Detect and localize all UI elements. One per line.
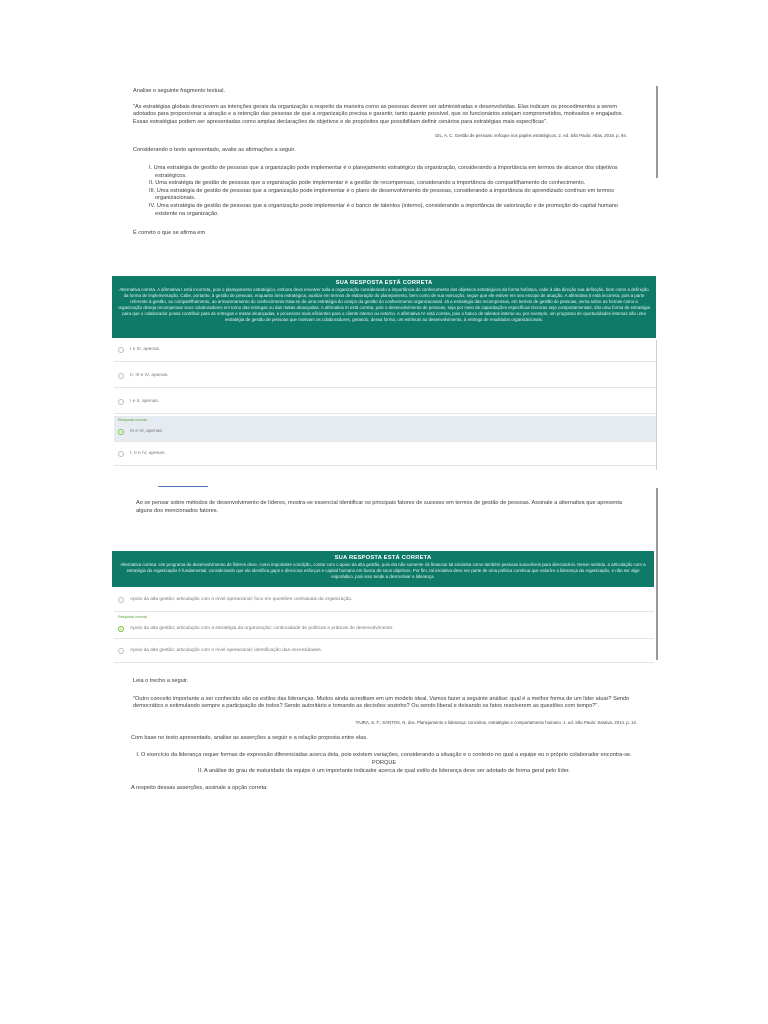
q3-content [131,678,637,793]
correct-answer-tag: Resposta correta [118,615,147,619]
q1-statement-2: II. Uma estratégia de gestão de pessoas que a organização pode implementar é a gestão de recompensas, considerando a importância do compartilhamento do conhecimento. [149,180,586,187]
scroll-divider [656,488,658,660]
q2-option-label: Apoio da alta gestão; articulação com o nível operacional; identificação das necessidades. [130,648,322,653]
q1-prompt: Considerando o texto apresentado, avalie as afirmações a seguir. [133,147,296,154]
q3-connector: PORQUE [371,759,397,766]
q2-feedback-text: Alternativa correta. Um programa de desenvolvimento de líderes deve, como importante condição, contar com o apoio da alta gestão, pois ela não somente irá financiar tal iniciativa como também pessoas suscetíveis para direcioná-la. Nesse sentido, a articulação com a estratégia da organização é fundamental, considerando que ela identifica gaps e direciona esforços e capital humano em busca de seus objetivos. Por fim, tal iniciativa deve ser parte de uma política contínua que valorize a liderança da organização, e não ser algo esporádico, pois isso tende a desmotivar a liderança. [120,562,646,580]
radio-selected-icon[interactable] [118,429,124,435]
q1-question: É correto o que se afirma em [133,230,206,237]
q3-question: A respeito dessas asserções, assinale a opção correta: [131,785,268,792]
q2-option-1[interactable] [114,588,654,612]
q1-feedback-title: SUA RESPOSTA ESTÁ CORRETA [335,280,433,286]
q1-option-4[interactable] [114,416,656,442]
q2-content [136,500,628,515]
q3-prompt: Com base no texto apresentado, analise as asserções a seguir e a relação proposta entre elas. [131,734,368,741]
q1-reference: GIL, A. C. Gestão de pessoas: enfoque nos papéis estratégicos. 2. ed. São Paulo: Atlas, 2016. p. 94. [434,133,627,139]
q1-option-1[interactable] [114,338,656,362]
radio-icon[interactable] [118,451,124,457]
radio-icon[interactable] [118,347,124,353]
radio-selected-icon[interactable] [118,626,124,632]
q1-feedback-banner [112,276,656,338]
q3-assertions [131,752,637,775]
q1-option-label: II, III e IV, apenas. [130,373,169,378]
q1-content [133,88,627,238]
q1-option-3[interactable] [114,390,656,414]
radio-icon[interactable] [118,399,124,405]
q3-assertion-2: II. A análise do grau de maturidade da equipe é um importante indicador acerca de qual estilo de liderança deve ser adotado de forma geral pelo líder. [198,767,570,774]
radio-icon[interactable] [118,373,124,379]
q1-statement-1: I. Uma estratégia de gestão de pessoas que a organização pode implementar é o planejamento estratégico da organização, considerando a importância em termos de alcance dos objetivos estratégicos. [149,164,618,179]
q1-option-label: I e III, apenas. [130,347,161,352]
q1-statement-3: III. Uma estratégia de gestão de pessoas que a organização pode implementar é o plano de desenvolvimento de pessoas, considerando a importância do aprendizado contínuo em termos organizacionais. [149,187,614,202]
q1-option-label: I e II, apenas. [130,399,160,404]
q2-question: Ao se pensar sobre métodos de desenvolvimento de líderes, mostra-se essencial identificar os principais fatores de sucesso em termos de gestão de pessoas. Assinale a alternativa que apresenta alguns dos mencionados fatores. [136,500,622,514]
section-link[interactable] [158,486,208,487]
correct-answer-tag: Resposta correta [118,418,147,422]
radio-icon[interactable] [118,648,124,654]
q1-statement-4: IV. Uma estratégia de gestão de pessoas que a organização pode implementar é o banco de talentos (interno), considerando a importância de valorização e de promoção do capital humano existente na organização. [149,202,619,217]
q3-assertion-1: I. O exercício da liderança requer formas de expressão diferenciadas acerca dela, pois existem variações, considerando a situação e o contexto no qual a equipe eu o próprio colaborador encontra-se. [136,752,632,759]
scroll-divider [656,86,658,178]
q2-feedback-banner [112,551,654,587]
q2-option-label: Apoio da alta gestão; articulação com a estratégia da organização; continuidade de políticas e práticas de desenvolvimento. [130,626,394,631]
q1-option-label: I, II e IV, apenas. [130,451,166,456]
q1-option-5[interactable] [114,442,656,466]
q1-option-label: III e IV, apenas. [130,429,164,434]
radio-icon[interactable] [118,597,124,603]
q2-option-label: Apoio da alta gestão; articulação com o nível operacional; foco em questões contratuais da organização. [130,597,353,602]
q2-feedback-title: SUA RESPOSTA ESTÁ CORRETA [334,555,432,561]
q1-feedback-text: Alternativa correta. A afirmativa I está incorreta, pois o planejamento estratégico, embora deva envolver toda a organização considerando a importância do conhecimento dos objetivos estratégicos da forma holística, cabe à alta direção sua definição, bem como a definição da forma de implementação. Cabe, portanto, à gestão de pessoas, enquanto área estratégica, auxiliar em termos de elaboração do planejamento, bem como de sua execução, segue que ele estiver em seu escopo de atuação. A afirmativa II está incorreta, pois a parte referente à gestão, ao compartilhamento, ao armazenamento do conhecimento trata-se de uma estratégia do campo da gestão do conhecimento organizacional. Já a estratégia das recompensas, em termos de gestão de pessoas, versa sobre as formas como a organização deseja recompensar seus colaboradores em torno das entregas ou das metas alcançadas. A afirmativa III está correta, pois o desenvolvimento de pessoas, seja por meio de capacitações específicas técnicas seja comportamentais, são uma forma de estratégia para que o colaborador possa contribuir para as entregas e metas alcançadas, e processos mais eficientes para o cliente interno ou externo. A afirmativa IV está correta, pois o banco de talentos interno ou, por exemplo, um programa de oportunidades internas são uma estratégia de gestão de pessoas que motivam os colaboradores, gerando, dessa forma, um estímulo ao desenvolvimento, à entrega de resultados organizacionais. [118,287,650,323]
q1-intro: Analise o seguinte fragmento textual. [133,88,226,94]
q2-option-2[interactable] [114,613,654,639]
q1-option-2[interactable] [114,364,656,388]
q3-quote: "Outro conceito importante a ser conhecido são os estilos das lideranças. Muitos ainda acreditam em um modelo ideal. Vamos fazer a seguinte análise: qual é a melhor forma de um líder atuar? Sendo democrático e estimulando sempre a participação de todos? Sendo autoritário e tomando as decisões sozinho? Ou sendo liberal e deixando os fatos resolverem as questões com tempo?". [133,695,630,710]
q2-option-3[interactable] [114,639,654,663]
q3-reference: TAJRA, S. F.; SANTOS, N. dos. Planejamento e liderança: conceitos, estratégias e comportamento humano. 1. ed. São Paulo: Saraiva, 2014. p. 14. [355,719,637,725]
q3-intro: Leia o trecho a seguir. [133,678,189,684]
q1-quote: "As estratégias globais descrevem as intenções gerais da organização a respeito da maneira como as pessoas devem ser administradas e desenvolvidas. Elas indicam os procedimentos a serem adotados para proporcionar a atração e a retenção das pessoas de que a organização precisa e garantir, tanto quanto possível, que os funcionários estejam comprometidos, motivados e engajados. Essas estratégias podem ser apresentadas como amplas declarações de objetivos e de propósitos que possibilitam definir cenários para estratégias mais específicas". [133,103,624,125]
scroll-divider [656,340,657,470]
q1-statements [133,165,627,218]
